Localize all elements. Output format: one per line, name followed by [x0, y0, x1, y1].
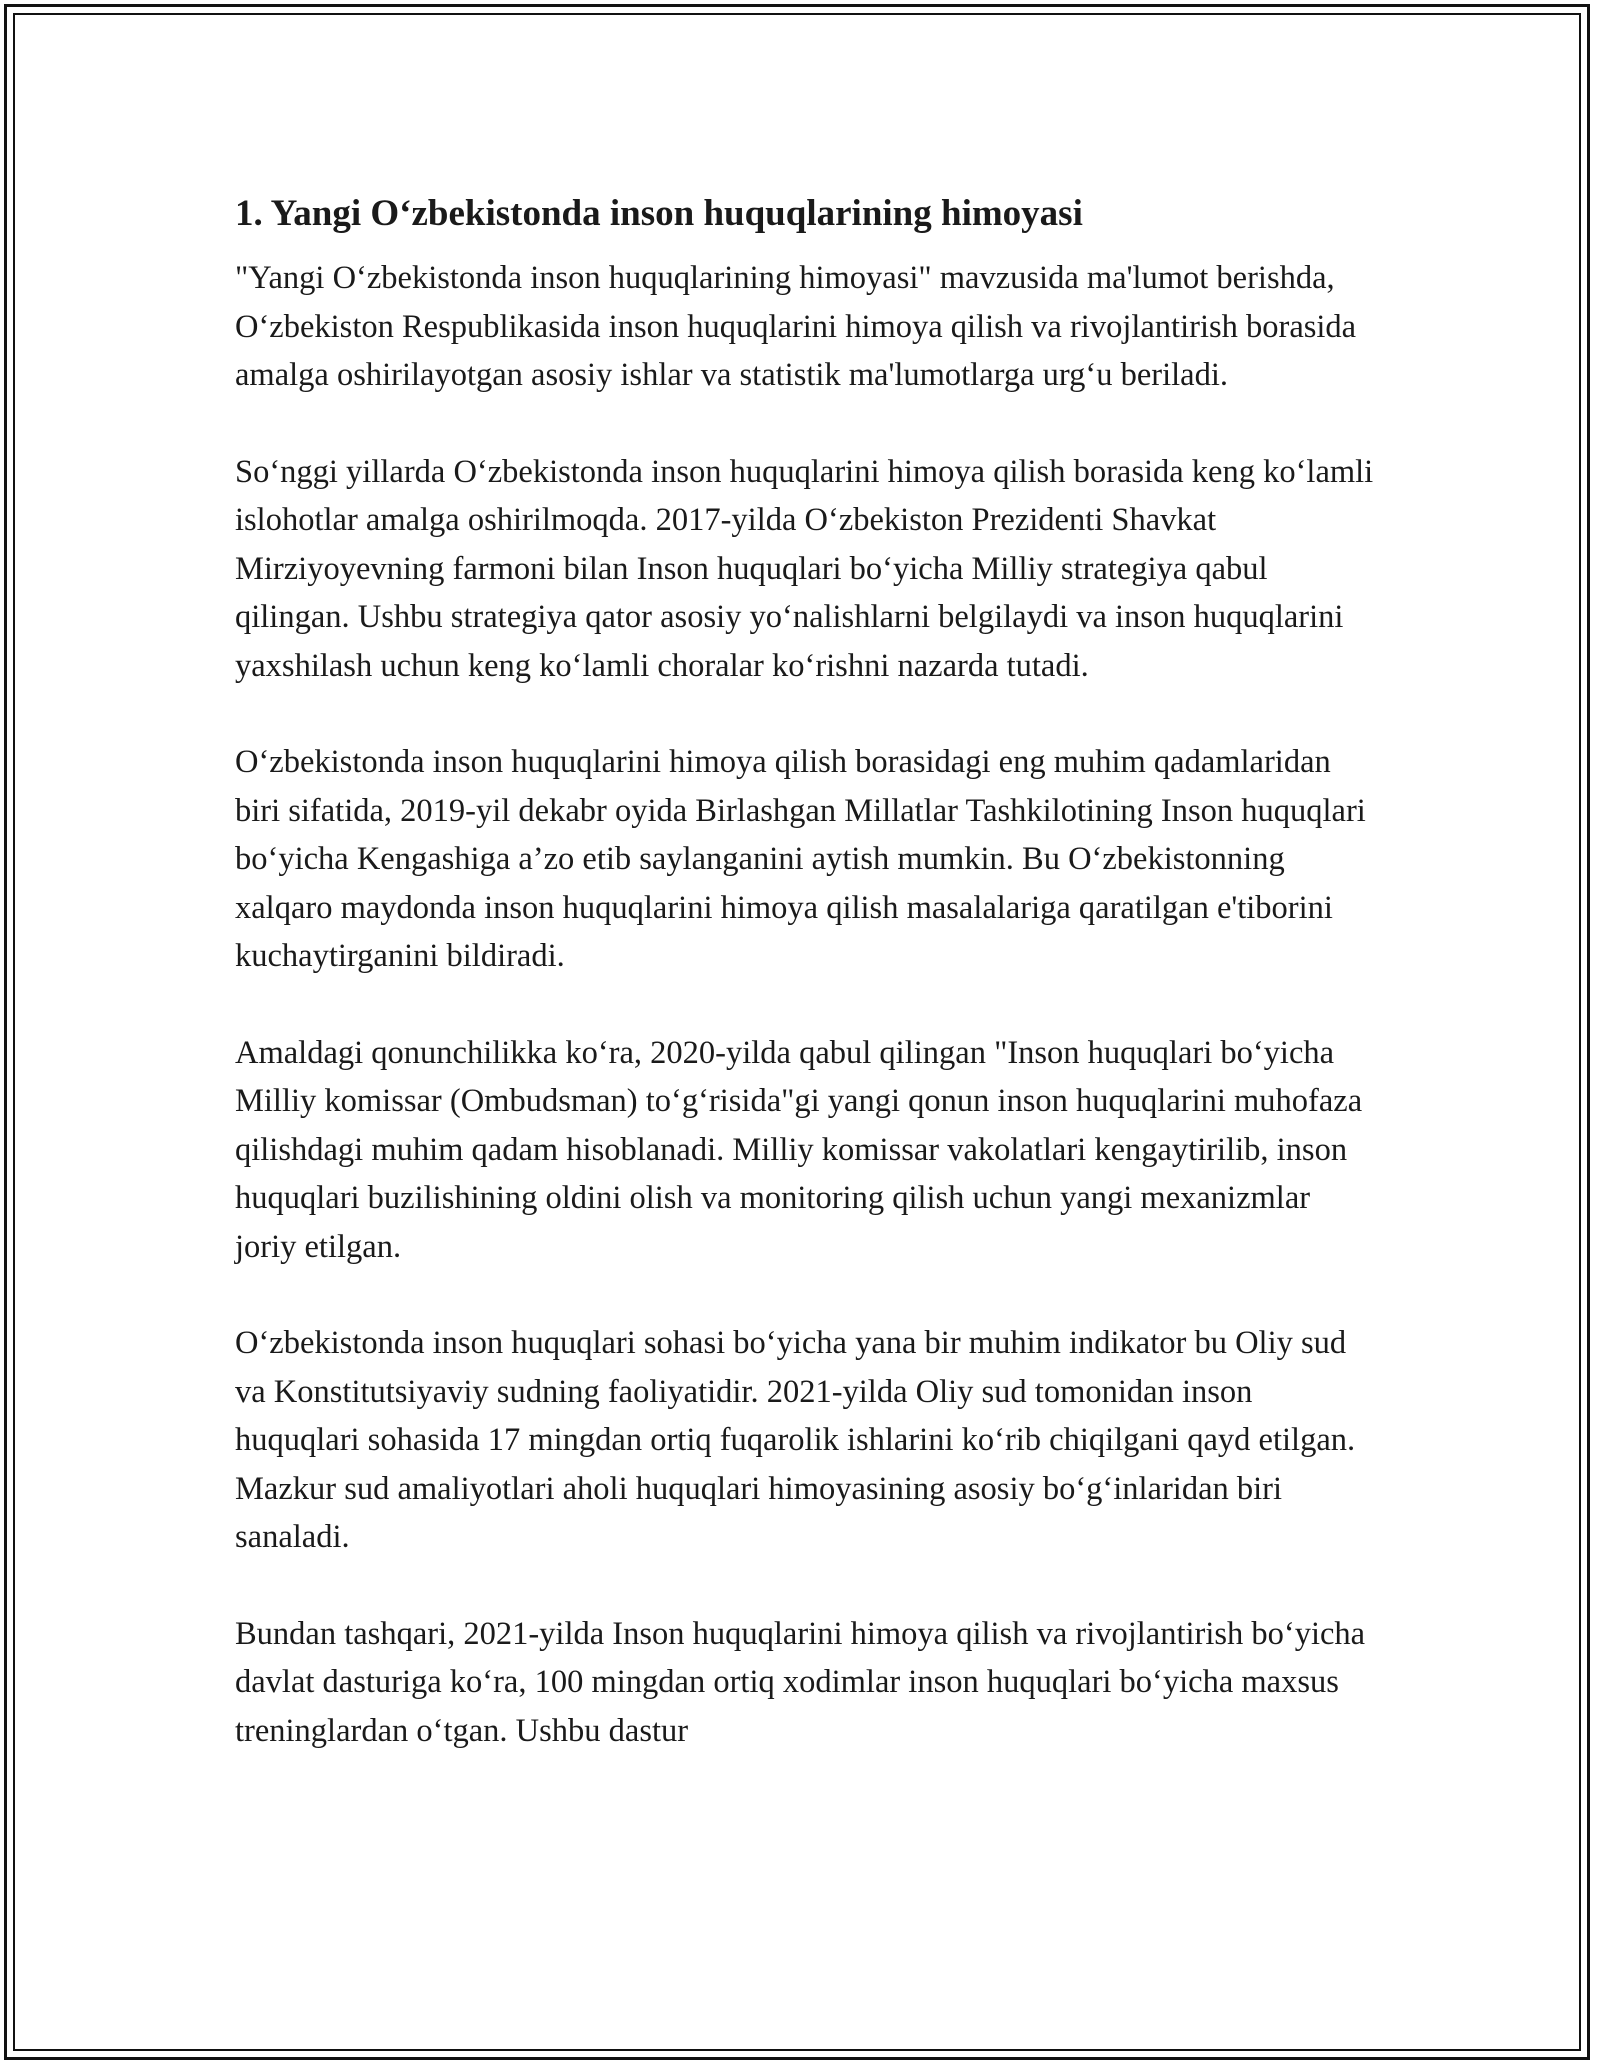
paragraph-intro: "Yangi O‘zbekistonda inson huquqlarining himoyasi" mavzusida ma'lumot berishda, O‘zbekiston Respublikasida inson huquqlarini himoya qilish va rivojlantirish borasida amalga oshirilayotgan asosiy ishlar va statistik ma'lumotlarga urg‘u beriladi.: [235, 260, 1357, 393]
paragraph-trainings: Bundan tashqari, 2021-yilda Inson huquqlarini himoya qilish va rivojlantirish bo‘yicha davlat dasturiga ko‘ra, 100 mingdan ortiq xodimlar inson huquqlari bo‘yicha maxsus treninglardan o‘tgan. Ushbu dastur: [235, 1615, 1366, 1749]
document-title: 1. Yangi O‘zbekistonda inson huquqlarining himoyasi: [235, 193, 1083, 234]
paragraph-reforms: So‘nggi yillarda O‘zbekistonda inson huquqlarini himoya qilish borasida keng ko‘lamli islohotlar amalga oshirilmoqda. 2017-yilda O‘zbekiston Prezidenti Shavkat Mirziyoyevning farmoni bilan Inson huquqlari bo‘yicha Milliy strategiya qabul qilingan. Ushbu strategiya qator asosiy yo‘nalishlarni belgilaydi va inson huquqlarini yaxshilash uchun keng ko‘lamli choralar ko‘rishni nazarda tutadi.: [235, 453, 1374, 684]
document-body: [235, 188, 1375, 1803]
paragraph-un-council: O‘zbekistonda inson huquqlarini himoya qilish borasidagi eng muhim qadamlaridan biri sifatida, 2019-yil dekabr oyida Birlashgan Millatlar Tashkilotining Inson huquqlari bo‘yicha Kengashiga a’zo etib saylanganini aytish mumkin. Bu O‘zbekistonning xalqaro maydonda inson huquqlarini himoya qilish masalalariga qaratilgan e'tiborini kuchaytirganini bildiradi.: [235, 744, 1366, 974]
paragraph-ombudsman-law: Amaldagi qonunchilikka ko‘ra, 2020-yilda qabul qilingan "Inson huquqlari bo‘yicha Milliy komissar (Ombudsman) to‘g‘risida"gi yangi qonun inson huquqlarini muhofaza qilishdagi muhim qadam hisoblanadi. Milliy komissar vakolatlari kengaytirilib, inson huquqlari buzilishining oldini olish va monitoring qilish uchun yangi mexanizmlar joriy etilgan.: [235, 1034, 1363, 1265]
paragraph-courts: O‘zbekistonda inson huquqlari sohasi bo‘yicha yana bir muhim indikator bu Oliy sud va Konstitutsiyaviy sudning faoliyatidir. 2021-yilda Oliy sud tomonidan inson huquqlari sohasida 17 mingdan ortiq fuqarolik ishlarini ko‘rib chiqilgani qayd etilgan. Mazkur sud amaliyotlari aholi huquqlari himoyasining asosiy bo‘g‘inlaridan biri sanaladi.: [235, 1325, 1356, 1555]
